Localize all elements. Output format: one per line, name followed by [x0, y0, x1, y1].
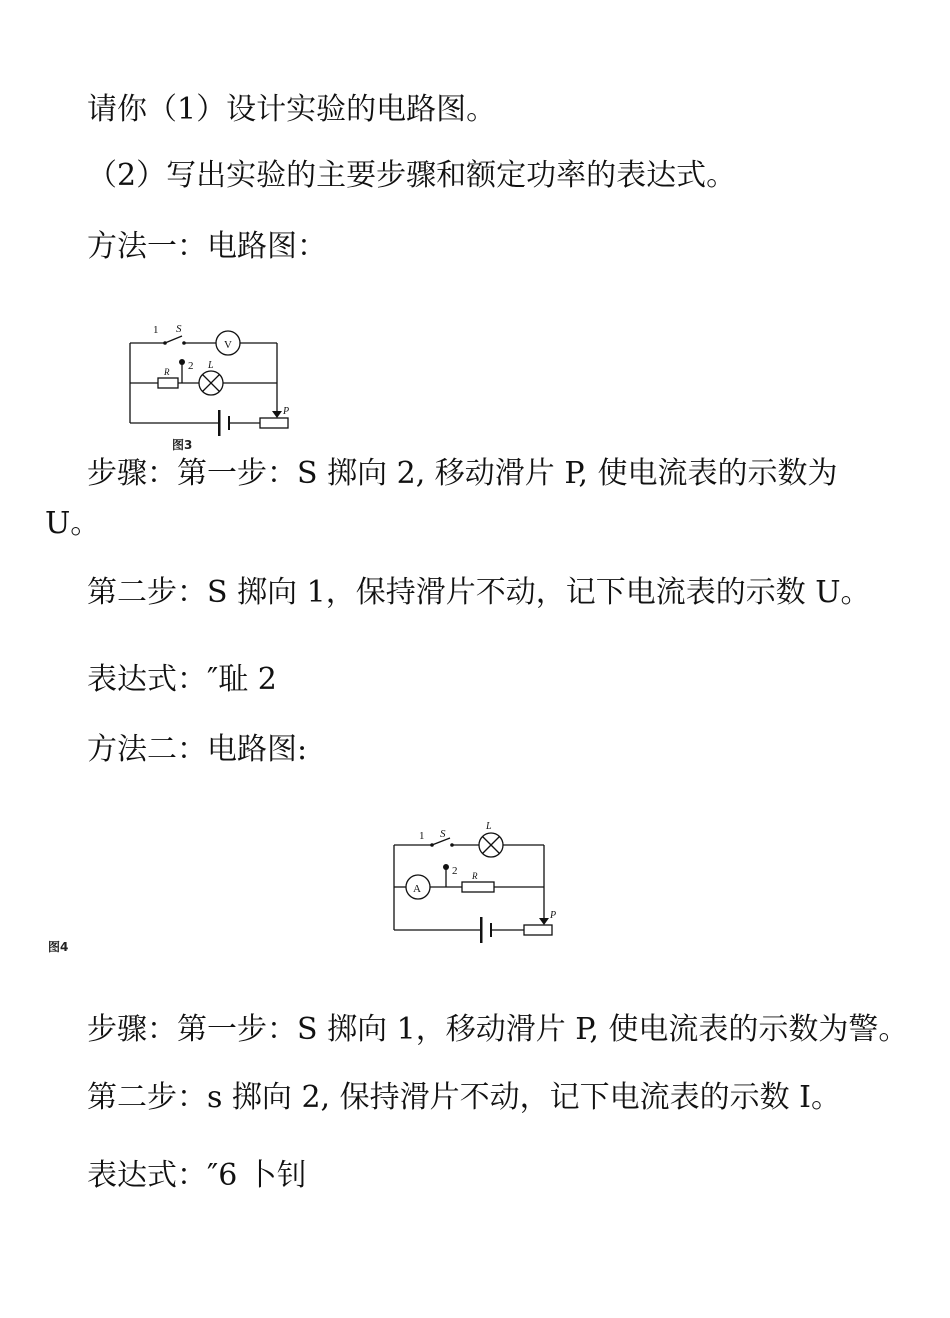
- circuit-diagram-figure-3: [120, 318, 300, 458]
- fig3-slider-label: P: [283, 406, 290, 417]
- fig4-resistor-label: R: [472, 871, 478, 881]
- figure-4-caption: 图4: [48, 940, 69, 954]
- method-1-step-2: 第二步：S 掷向 1，保持滑片不动，记下电流表的示数 U。: [87, 575, 871, 610]
- method-2-expression: 表达式：″6 卜钊: [87, 1158, 307, 1193]
- figure-3-caption: 图3: [172, 438, 193, 452]
- method-1-expression: 表达式：″耻 2: [87, 662, 277, 697]
- fig3-lamp-label: L: [208, 360, 214, 371]
- fig4-node-2-label: 2: [452, 865, 458, 877]
- fig3-node-1-label: 1: [153, 324, 159, 336]
- method-1-step-1-continued: U。: [45, 506, 101, 541]
- question-part-1: 请你（1）设计实验的电路图。: [87, 92, 497, 127]
- method-1-heading: 方法一：电路图：: [87, 229, 327, 264]
- fig4-switch-label: S: [440, 828, 446, 840]
- circuit-diagram-figure-4: [384, 815, 574, 945]
- method-2-step-2: 第二步：s 掷向 2, 保持滑片不动，记下电流表的示数 I。: [87, 1080, 842, 1115]
- fig4-ammeter-label: A: [413, 883, 421, 895]
- fig4-slider-label: P: [550, 910, 557, 921]
- fig3-voltmeter-label: V: [224, 339, 232, 351]
- method-2-heading: 方法二：电路图:: [87, 732, 308, 767]
- fig4-node-1-label: 1: [419, 830, 425, 842]
- fig3-switch-label: S: [176, 323, 182, 335]
- method-2-step-1: 步骤：第一步：S 掷向 1，移动滑片 P, 使电流表的示数为警。: [87, 1012, 909, 1047]
- fig3-node-2-label: 2: [188, 360, 194, 372]
- method-1-step-1: 步骤：第一步：S 掷向 2, 移动滑片 P, 使电流表的示数为: [87, 456, 838, 491]
- fig3-resistor-label: R: [164, 367, 170, 377]
- question-part-2: （2）写出实验的主要步骤和额定功率的表达式。: [87, 158, 737, 193]
- fig4-lamp-label: L: [486, 821, 492, 832]
